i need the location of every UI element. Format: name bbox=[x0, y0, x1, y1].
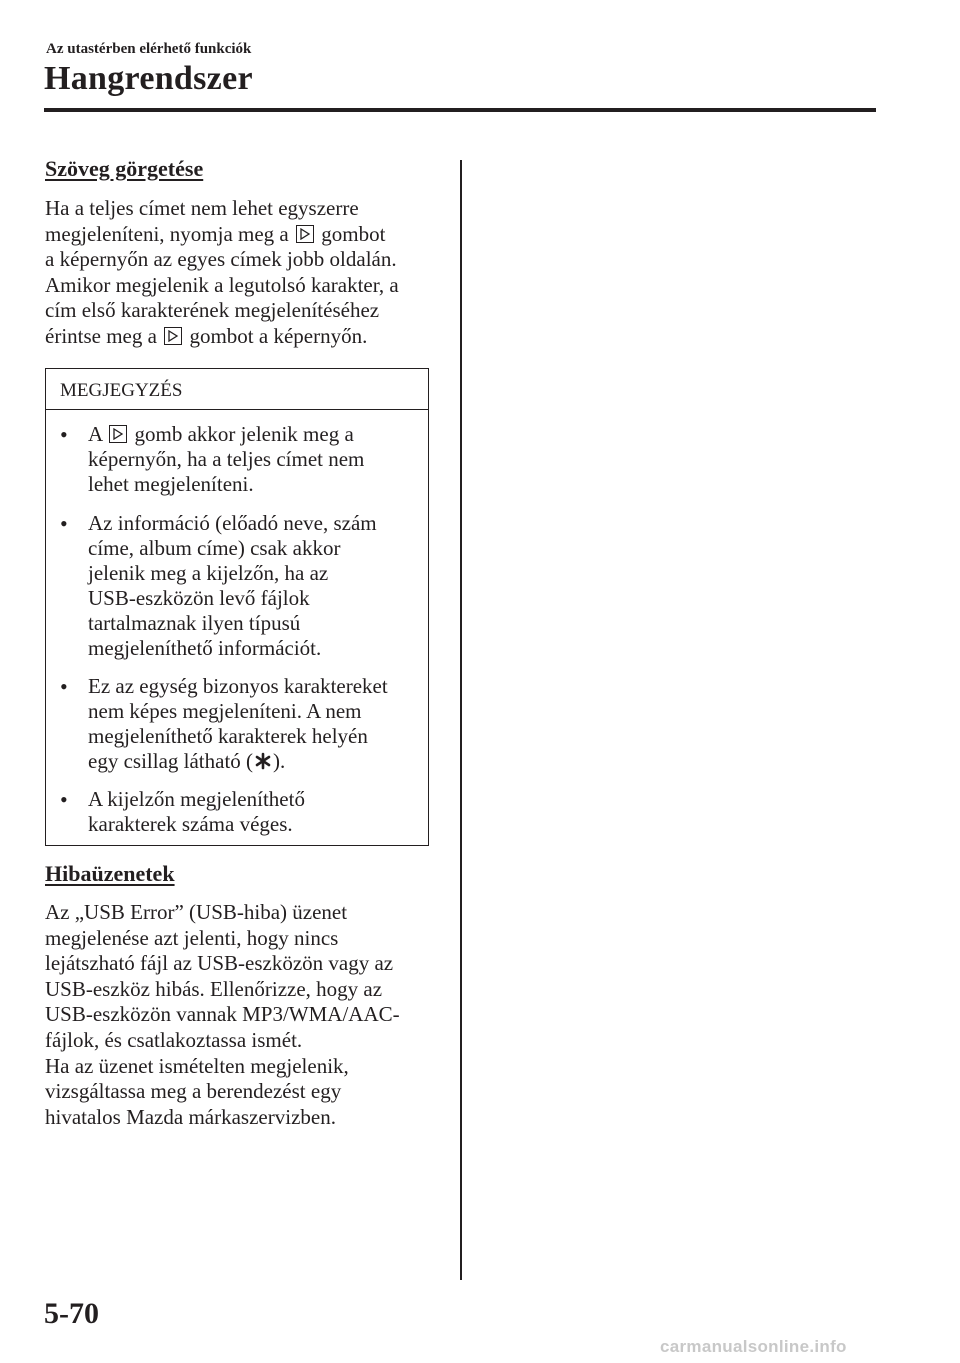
page-number: 5-70 bbox=[44, 1297, 99, 1330]
paragraph-line: fájlok, és csatlakoztassa ismét. bbox=[45, 1027, 303, 1052]
paragraph-text: megjeleníteni, nyomja meg a bbox=[45, 221, 289, 246]
scroll-section-heading: Szöveg görgetése bbox=[45, 156, 204, 181]
paragraph-text: érintse meg a bbox=[45, 323, 157, 348]
bullet-line: tartalmaznak ilyen típusú bbox=[88, 611, 301, 635]
bullet-dot: • bbox=[60, 422, 68, 447]
note-title: MEGJEGYZÉS bbox=[46, 369, 428, 410]
bullet-line: karakterek száma véges. bbox=[88, 812, 293, 836]
bullet-text: A bbox=[88, 422, 103, 446]
bullet-text: egy csillag látható ( bbox=[88, 749, 254, 773]
bullet-line: USB-eszközön levő fájlok bbox=[88, 586, 310, 610]
paragraph-line: cím első karakterének megjelenítéséhez bbox=[45, 298, 380, 323]
paragraph-line: hivatalos Mazda márkaszervizben. bbox=[45, 1104, 336, 1129]
bullet-line: jelenik meg a kijelzőn, ha az bbox=[88, 561, 329, 585]
bullet-dot: • bbox=[60, 511, 68, 536]
bullet-text: ). bbox=[273, 749, 286, 773]
errors-section-heading: Hibaüzenetek bbox=[45, 861, 175, 886]
column-divider bbox=[460, 160, 462, 1280]
errors-section-paragraph bbox=[45, 900, 445, 1130]
bullet-line bbox=[88, 422, 354, 447]
bullet-line: címe, album címe) csak akkor bbox=[88, 536, 341, 560]
note-box bbox=[45, 368, 429, 846]
chapter-title: Hangrendszer bbox=[44, 60, 253, 97]
header-rule bbox=[44, 108, 876, 112]
bullet-line: megjeleníthető karakterek helyén bbox=[88, 724, 368, 748]
bullet-line: lehet megjeleníteni. bbox=[88, 472, 254, 496]
paragraph-line: USB-eszköz hibás. Ellenőrizze, hogy az bbox=[45, 976, 383, 1001]
paragraph-line: vizsgáltassa meg a berendezést egy bbox=[45, 1079, 342, 1104]
watermark: carmanualsonline.info bbox=[660, 1337, 847, 1356]
paragraph-line bbox=[45, 222, 445, 248]
bullet-dot: • bbox=[60, 674, 68, 699]
bullet-line: megjeleníthető információt. bbox=[88, 636, 322, 660]
paragraph-line bbox=[45, 324, 445, 350]
paragraph-line: USB-eszközön vannak MP3/WMA/AAC- bbox=[45, 1002, 400, 1027]
bullet-line: A kijelzőn megjeleníthető bbox=[88, 787, 305, 811]
paragraph-line: Amikor megjelenik a legutolsó karakter, a bbox=[45, 272, 399, 297]
bullet-text: gomb akkor jelenik meg a bbox=[134, 422, 354, 446]
paragraph-line: a képernyőn az egyes címek jobb oldalán. bbox=[45, 247, 397, 272]
paragraph-text: gombot a képernyőn. bbox=[189, 323, 368, 348]
paragraph-text: gombot bbox=[321, 221, 386, 246]
bullet-line: képernyőn, ha a teljes címet nem bbox=[88, 447, 365, 471]
star-icon bbox=[254, 751, 272, 776]
paragraph-line: Ha az üzenet ismételten megjelenik, bbox=[45, 1053, 349, 1078]
section-label: Az utastérben elérhető funkciók bbox=[46, 41, 252, 57]
paragraph-line: lejátszható fájl az USB-eszközön vagy az bbox=[45, 951, 394, 976]
paragraph-line: Ha a teljes címet nem lehet egyszerre bbox=[45, 196, 359, 220]
scroll-right-icon bbox=[296, 225, 314, 243]
scroll-right-icon bbox=[164, 327, 182, 345]
scroll-section-paragraph bbox=[45, 196, 445, 350]
paragraph-line: megjelenése azt jelenti, hogy nincs bbox=[45, 925, 339, 950]
bullet-line: nem képes megjeleníteni. A nem bbox=[88, 699, 362, 723]
paragraph-line: Az „USB Error” (USB-hiba) üzenet bbox=[45, 900, 348, 924]
scroll-right-icon bbox=[109, 425, 127, 443]
bullet-line: Az információ (előadó neve, szám bbox=[88, 511, 377, 535]
bullet-line bbox=[88, 749, 285, 776]
bullet-line: Ez az egység bizonyos karaktereket bbox=[88, 674, 388, 698]
bullet-dot: • bbox=[60, 787, 68, 812]
